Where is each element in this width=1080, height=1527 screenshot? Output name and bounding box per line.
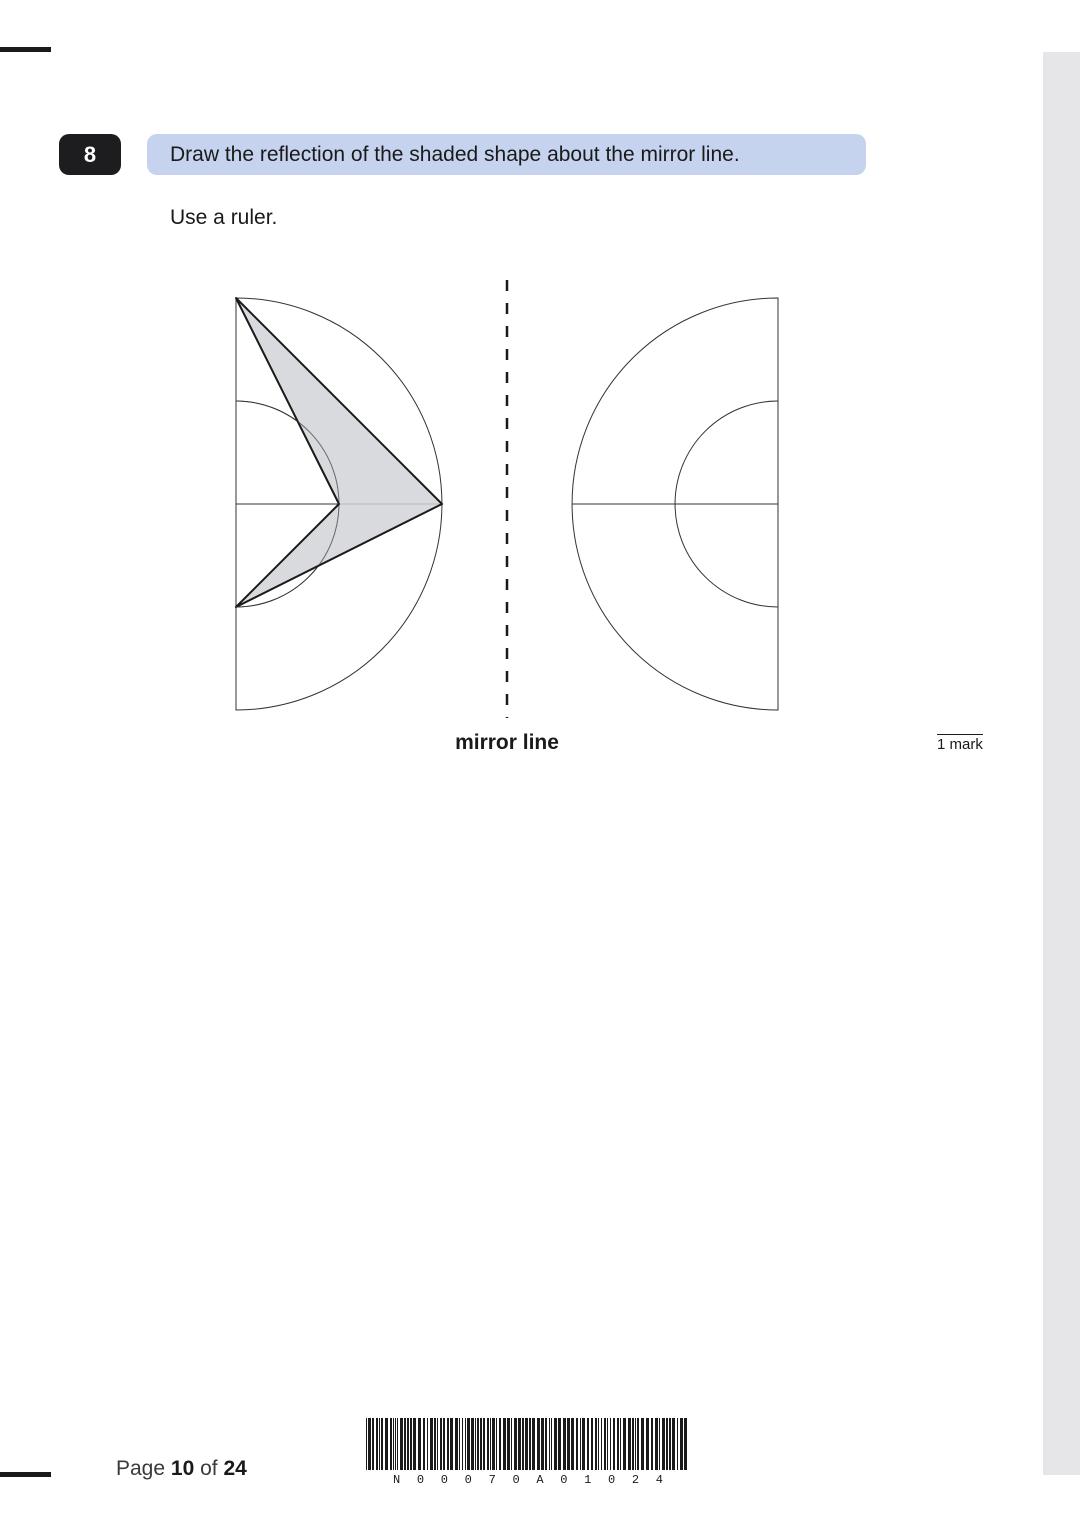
shaded-shape: [236, 298, 442, 607]
barcode-digit: 2: [631, 1473, 640, 1487]
barcode-bar: [492, 1418, 495, 1470]
barcode-bar: [684, 1418, 687, 1470]
barcode-bar: [598, 1418, 599, 1470]
barcode-bar: [503, 1418, 506, 1470]
barcode-bar: [427, 1418, 428, 1470]
barcode-bar: [447, 1418, 449, 1470]
barcode-digit: 0: [560, 1473, 568, 1487]
barcode-bar: [623, 1418, 626, 1470]
barcode-bar: [672, 1418, 675, 1470]
barcode-bar: [511, 1418, 512, 1470]
barcode-bar: [587, 1418, 589, 1470]
barcode-digit: 0: [512, 1473, 520, 1487]
barcode-bar: [437, 1418, 438, 1470]
barcode-bar: [591, 1418, 593, 1470]
barcode-bar: [514, 1418, 517, 1470]
barcode-bar: [450, 1418, 453, 1470]
barcode-digits: [393, 1472, 663, 1488]
bottom-corner-mark: [0, 1472, 51, 1477]
barcode-digit: 4: [655, 1473, 663, 1487]
barcode-bar: [465, 1418, 466, 1470]
barcode-bar: [390, 1418, 392, 1470]
barcode-bar: [404, 1418, 406, 1470]
barcode-bar: [413, 1418, 416, 1470]
barcode-bar: [423, 1418, 425, 1470]
barcode-bar: [480, 1418, 482, 1470]
barcode-bar: [529, 1418, 531, 1470]
barcode-bar: [580, 1418, 581, 1470]
mirror-line-label: mirror line: [455, 731, 559, 754]
barcode-bar: [595, 1418, 597, 1470]
barcode-bar: [537, 1418, 540, 1470]
barcode-bar: [455, 1418, 458, 1470]
barcode-bar: [400, 1418, 403, 1470]
page-of: of: [200, 1457, 218, 1480]
barcode-bar: [617, 1418, 619, 1470]
barcode-bar: [669, 1418, 671, 1470]
barcode-bar: [620, 1418, 621, 1470]
barcode-bar: [376, 1418, 378, 1470]
barcode-bar: [662, 1418, 665, 1470]
barcode-bar: [646, 1418, 649, 1470]
barcode-bar: [604, 1418, 606, 1470]
barcode-bar: [541, 1418, 544, 1470]
barcode-digit: 1: [584, 1473, 592, 1487]
barcode-bar: [379, 1418, 380, 1470]
barcode-bar: [632, 1418, 634, 1470]
barcode-bar: [490, 1418, 491, 1470]
barcode-bar: [381, 1418, 383, 1470]
barcode-bar: [651, 1418, 653, 1470]
barcode-bar: [368, 1418, 371, 1470]
reflection-diagram: [0, 0, 1080, 760]
barcode-bar: [372, 1418, 374, 1470]
barcode-bar: [576, 1418, 578, 1470]
barcode-bar: [571, 1418, 574, 1470]
barcode-bar: [397, 1418, 398, 1470]
barcode-bar: [395, 1418, 396, 1470]
barcode-bar: [549, 1418, 550, 1470]
barcode-digit: N: [393, 1473, 401, 1487]
barcode-bar: [499, 1418, 501, 1470]
barcode-bar: [613, 1418, 615, 1470]
barcode-bar: [558, 1418, 561, 1470]
barcode-bar: [666, 1418, 668, 1470]
barcode-digit: A: [536, 1473, 544, 1487]
barcode-bar: [507, 1418, 510, 1470]
question-instruction: Use a ruler.: [170, 206, 278, 229]
barcode-digit: 0: [464, 1473, 472, 1487]
page-total: 24: [223, 1457, 247, 1480]
barcode: [366, 1418, 688, 1474]
barcode-bar: [459, 1418, 460, 1470]
barcode-bar: [418, 1418, 421, 1470]
barcode-bar: [677, 1418, 678, 1470]
barcode-bar: [518, 1418, 521, 1470]
barcode-bar: [628, 1418, 631, 1470]
question-number-badge: 8: [59, 134, 121, 175]
barcode-bar: [532, 1418, 535, 1470]
barcode-bar: [554, 1418, 557, 1470]
barcode-bar: [477, 1418, 479, 1470]
barcode-bar: [551, 1418, 552, 1470]
barcode-bar: [440, 1418, 442, 1470]
question-prompt: Draw the reflection of the shaded shape about the mirror line.: [147, 134, 866, 175]
barcode-bar: [475, 1418, 476, 1470]
barcode-bar: [434, 1418, 436, 1470]
barcode-bar: [582, 1418, 585, 1470]
barcode-bar: [563, 1418, 566, 1470]
barcode-bar: [410, 1418, 412, 1470]
barcode-bar: [483, 1418, 485, 1470]
barcode-bar: [680, 1418, 683, 1470]
barcode-digit: 0: [608, 1473, 616, 1487]
barcode-bar: [462, 1418, 463, 1470]
barcode-bar: [522, 1418, 524, 1470]
barcode-bar: [496, 1418, 497, 1470]
barcode-bar: [641, 1418, 644, 1470]
barcode-bar: [525, 1418, 528, 1470]
barcode-bar: [567, 1418, 570, 1470]
page-number: 10: [170, 1457, 195, 1480]
barcode-bar: [545, 1418, 547, 1470]
barcode-bar: [659, 1418, 660, 1470]
barcode-bar: [610, 1418, 611, 1470]
barcode-digit: 0: [416, 1473, 425, 1487]
barcode-bar: [393, 1418, 394, 1470]
barcode-bar: [385, 1418, 388, 1470]
barcode-bar: [601, 1418, 602, 1470]
barcode-bar: [655, 1418, 658, 1470]
page-prefix: Page: [116, 1457, 166, 1480]
barcode-bar: [407, 1418, 409, 1470]
barcode-digit: 7: [488, 1473, 496, 1487]
marks-label: 1 mark: [937, 736, 983, 753]
barcode-bar: [467, 1418, 470, 1470]
barcode-bar: [607, 1418, 608, 1470]
barcode-bar: [366, 1418, 367, 1470]
barcode-bar: [430, 1418, 433, 1470]
barcode-digit: 0: [440, 1473, 448, 1487]
barcode-bar: [487, 1418, 489, 1470]
barcode-bar: [443, 1418, 445, 1470]
page-indicator: [116, 1456, 247, 1482]
barcode-bar: [635, 1418, 636, 1470]
barcode-bar: [471, 1418, 474, 1470]
barcode-bar: [637, 1418, 639, 1470]
